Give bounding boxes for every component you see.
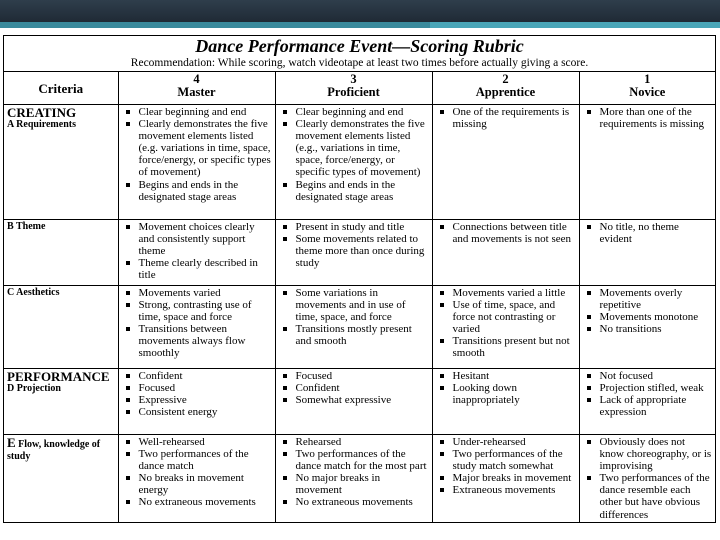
descriptor-item: Use of time, space, and force not contrasting or varied	[436, 299, 576, 335]
criterion-label-wrap	[7, 436, 115, 463]
score-cell-proficient	[275, 220, 432, 286]
level-label: Apprentice	[475, 85, 536, 99]
descriptor-item: No major breaks in movement	[279, 472, 429, 496]
descriptor-item: Focused	[279, 370, 429, 382]
score-cell-apprentice	[432, 105, 579, 220]
score-cell-apprentice	[432, 369, 579, 435]
descriptor-item: One of the requirements is missing	[436, 106, 576, 130]
rubric-title: Dance Performance Event—Scoring Rubric	[195, 36, 524, 56]
descriptor-item: Two performances of the study match somewhat	[436, 448, 576, 472]
criterion-label: B Theme	[7, 221, 46, 232]
descriptor-item: No extraneous movements	[279, 496, 429, 508]
category-label: PERFORMANCE	[7, 369, 110, 384]
descriptor-item: Begins and ends in the designated stage areas	[279, 179, 429, 203]
descriptor-item: Obviously does not know choreography, or is improvising	[583, 436, 713, 472]
descriptor-item: Expressive	[122, 394, 272, 406]
descriptor-item: Two performances of the dance resemble each other but have obvious differences	[583, 472, 713, 520]
descriptor-item: Transitions mostly present and smooth	[279, 323, 429, 347]
score-cell-master	[118, 286, 275, 369]
criterion-cell	[4, 435, 118, 523]
level-score: 2	[502, 72, 509, 86]
level-header-master	[118, 72, 275, 105]
descriptor-item: Consistent energy	[122, 406, 272, 418]
level-score: 4	[193, 72, 200, 86]
descriptor-item: Theme clearly described in title	[122, 257, 272, 281]
slide-top-bar	[0, 0, 720, 22]
score-cell-proficient	[275, 286, 432, 369]
descriptor-item: Some variations in movements and in use of time, space, and force	[279, 287, 429, 323]
descriptor-item: Hesitant	[436, 370, 576, 382]
rubric-row-projection	[4, 369, 715, 435]
criterion-label: D Projection	[7, 383, 61, 394]
descriptor-item: Two performances of the dance match for the most part	[279, 448, 429, 472]
descriptor-item: Looking down inappropriately	[436, 382, 576, 406]
score-cell-apprentice	[432, 435, 579, 523]
rubric-row-theme	[4, 220, 715, 286]
score-cell-novice	[579, 369, 715, 435]
score-cell-novice	[579, 220, 715, 286]
level-header-apprentice	[432, 72, 579, 105]
descriptor-item: Strong, contrasting use of time, space and force	[122, 299, 272, 323]
level-label: Novice	[629, 85, 666, 99]
criterion-label: Flow, knowledge of study	[7, 439, 101, 462]
score-cell-apprentice	[432, 220, 579, 286]
descriptor-item: Connections between title and movements is not seen	[436, 221, 576, 245]
descriptor-item: Movements overly repetitive	[583, 287, 713, 311]
descriptor-item: Clear beginning and end	[122, 106, 272, 118]
descriptor-item: Focused	[122, 382, 272, 394]
score-cell-novice	[579, 435, 715, 523]
descriptor-item: Confident	[122, 370, 272, 382]
criterion-label: C Aesthetics	[7, 287, 60, 298]
score-cell-proficient	[275, 369, 432, 435]
descriptor-item: Movements monotone	[583, 311, 713, 323]
descriptor-item: Clear beginning and end	[279, 106, 429, 118]
score-cell-master	[118, 435, 275, 523]
descriptor-item: Clearly demonstrates the five movement elements listed (e.g. variations in time, space, force/energy, or specific types of movement)	[122, 118, 272, 178]
descriptor-item: Movements varied	[122, 287, 272, 299]
rubric-row-requirements	[4, 105, 715, 220]
rubric-document	[3, 35, 716, 523]
descriptor-item: Movements varied a little	[436, 287, 576, 299]
criterion-cell	[4, 105, 118, 220]
descriptor-item: Under-rehearsed	[436, 436, 576, 448]
descriptor-item: Rehearsed	[279, 436, 429, 448]
level-label: Master	[177, 85, 216, 99]
descriptor-item: Somewhat expressive	[279, 394, 429, 406]
descriptor-item: No transitions	[583, 323, 713, 335]
score-cell-proficient	[275, 105, 432, 220]
descriptor-item: Transitions present but not smooth	[436, 335, 576, 359]
category-label: CREATING	[7, 105, 77, 120]
descriptor-item: Lack of appropriate expression	[583, 394, 713, 418]
descriptor-item: Movement choices clearly and consistently support theme	[122, 221, 272, 257]
level-score: 1	[644, 72, 651, 86]
criterion-cell	[4, 220, 118, 286]
score-cell-novice	[579, 105, 715, 220]
descriptor-item: No extraneous movements	[122, 496, 272, 508]
descriptor-item: Begins and ends in the designated stage areas	[122, 179, 272, 203]
descriptor-item: No breaks in movement energy	[122, 472, 272, 496]
score-cell-master	[118, 369, 275, 435]
descriptor-item: Some movements related to theme more than once during study	[279, 233, 429, 269]
descriptor-item: Well-rehearsed	[122, 436, 272, 448]
descriptor-item: Confident	[279, 382, 429, 394]
rubric-row-aesthetics	[4, 286, 715, 369]
criterion-letter: E	[7, 435, 16, 450]
descriptor-item: Clearly demonstrates the five movement elements listed (e.g., variations in time, space, force/energy, or specific types of movement)	[279, 118, 429, 178]
level-header-proficient	[275, 72, 432, 105]
descriptor-item: Two performances of the dance match	[122, 448, 272, 472]
criterion-label: A Requirements	[7, 119, 76, 130]
descriptor-item: No title, no theme evident	[583, 221, 713, 245]
criteria-header: Criteria	[4, 72, 118, 105]
recommendation-text: Recommendation: While scoring, watch videotape at least two times before actually giving a score.	[130, 57, 589, 69]
descriptor-item: Present in study and title	[279, 221, 429, 233]
score-cell-apprentice	[432, 286, 579, 369]
descriptor-item: Major breaks in movement	[436, 472, 576, 484]
descriptor-item: Not focused	[583, 370, 713, 382]
level-label: Proficient	[327, 85, 380, 99]
score-cell-master	[118, 220, 275, 286]
descriptor-item: Extraneous movements	[436, 484, 576, 496]
slide-accent-stripe-right	[430, 22, 720, 28]
level-header-novice	[579, 72, 715, 105]
descriptor-item: More than one of the requirements is missing	[583, 106, 713, 130]
rubric-table	[4, 72, 715, 523]
descriptor-item: Transitions between movements always flow smoothly	[122, 323, 272, 359]
score-cell-proficient	[275, 435, 432, 523]
header-row	[4, 72, 715, 105]
title-block	[4, 36, 715, 72]
score-cell-novice	[579, 286, 715, 369]
score-cell-master	[118, 105, 275, 220]
rubric-row-flow	[4, 435, 715, 523]
criterion-cell	[4, 369, 118, 435]
descriptor-item: Projection stifled, weak	[583, 382, 713, 394]
level-score: 3	[350, 72, 357, 86]
criterion-cell	[4, 286, 118, 369]
